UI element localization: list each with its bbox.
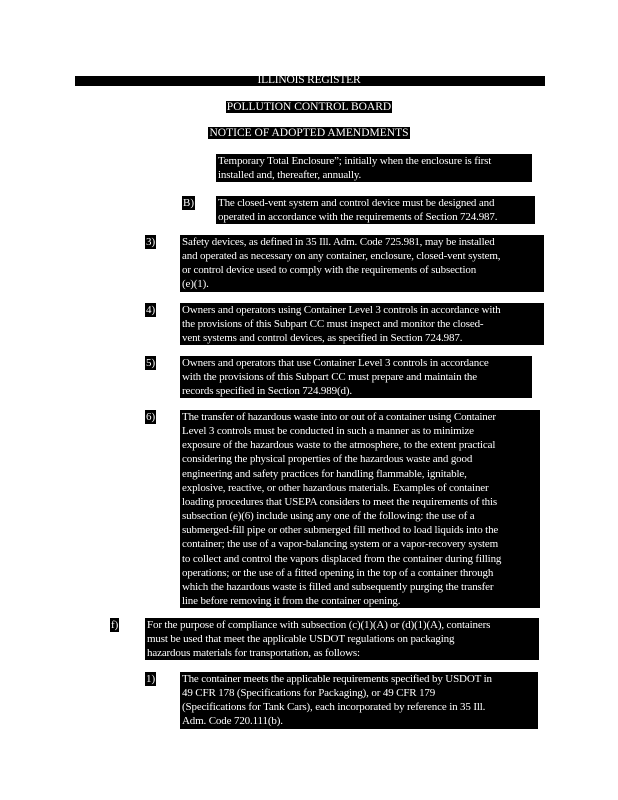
paragraph-text: For the purpose of compliance with subsection (c)(1)(A) or (d)(1)(A), containers must be used that meet the applicable USDOT regulations on packaging hazardous materials for transportation, as follows:: [145, 618, 539, 660]
paragraph-text: The container meets the applicable requirements specified by USDOT in 49 CFR 178 (Specifications for Packaging), or 49 CFR 179 (Specifications for Tank Cars), each incorporated by reference in 35 Ill. Adm. Code 720.111(b).: [180, 672, 538, 729]
board-line: [0, 100, 618, 114]
paragraph-number: 3): [146, 236, 156, 248]
notice-title: NOTICE OF ADOPTED AMENDMENTS: [209, 127, 409, 139]
paragraph-number: 1): [146, 673, 156, 685]
paragraph-text: Owners and operators using Container Level 3 controls in accordance with the provisions of this Subpart CC must inspect and monitor the closed- vent systems and control devices, as specified in Section 724.987.: [180, 303, 544, 345]
paragraph-continuation: Temporary Total Enclosure”; initially when the enclosure is first installed and, thereafter, annually.: [216, 154, 532, 182]
board-title: POLLUTION CONTROL BOARD: [226, 101, 392, 113]
paragraph-number: f): [111, 619, 119, 631]
paragraph-number: 4): [146, 304, 156, 316]
paragraph-text: The closed-vent system and control device must be designed and operated in accordance with the requirements of Section 724.987.: [216, 196, 535, 224]
paragraph-text: Safety devices, as defined in 35 Ill. Adm. Code 725.981, may be installed and operated as necessary on any container, enclosure, closed-vent system, or control device used to comply with the requirements of subsection (e)(1).: [180, 235, 544, 292]
paragraph-number: 5): [146, 357, 156, 369]
notice-line: [0, 126, 618, 140]
paragraph-text: The transfer of hazardous waste into or out of a container using Container Level 3 controls must be conducted in such a manner as to minimize exposure of the hazardous waste to the atmosphere, to the extent practical considering the physical properties of the hazardous waste and good engineering and safety practices for handling flammable, ignitable, explosive, reactive, or other hazardous materials. Examples of container loading procedures that USEPA considers to meet the requirements of this subsection (e)(6) include using any one of the following: the use of a submerged-fill pipe or other submerged fill method to load liquids into the container; the use of a vapor-balancing system or a vapor-recovery system to collect and control the vapors displaced from the container during filling operations; or the use of a fitted opening in the top of a container through which the hazardous waste is filled and subsequently purging the transfer line before removing it from the container opening.: [180, 410, 540, 608]
paragraph-text: Owners and operators that use Container Level 3 controls in accordance with the provisions of this Subpart CC must prepare and maintain the records specified in Section 724.989(d).: [180, 356, 532, 398]
register-title: ILLINOIS REGISTER: [257, 74, 361, 86]
paragraph-number: 6): [146, 411, 156, 423]
paragraph-number: B): [183, 197, 194, 209]
